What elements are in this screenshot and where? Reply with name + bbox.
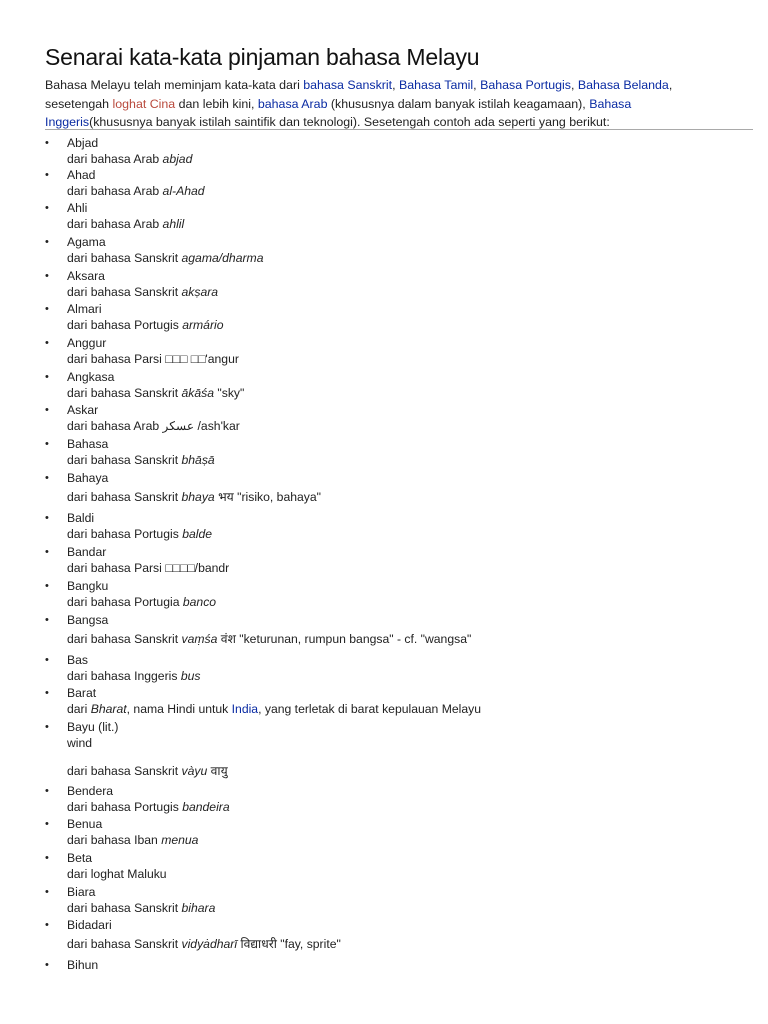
loanword-origin (67, 701, 481, 717)
intro-text: Bahasa Melayu telah meminjam kata-kata dari (45, 78, 304, 92)
loanword-origin (67, 418, 240, 434)
loanword-term: Bangku (67, 579, 109, 593)
origin-text: dari bahasa Sanskrit (67, 453, 182, 467)
loanword-origin (67, 385, 244, 401)
origin-text: dari bahasa Parsi (67, 352, 166, 366)
bullet-marker: • (45, 137, 49, 149)
intro-comma: , (473, 78, 481, 92)
loanword-origin (67, 526, 212, 542)
origin-text: dari bahasa Sanskrit (67, 764, 182, 778)
bullet-marker: • (45, 785, 49, 797)
origin-word: agama/dharma (181, 251, 264, 265)
loanword-origin (67, 351, 239, 367)
loanword-term: Anggur (67, 336, 107, 350)
origin-word: ahlil (162, 217, 185, 231)
loanword-term: Angkasa (67, 370, 115, 384)
origin-script: □□□ □□'angur (165, 352, 239, 366)
origin-text: dari bahasa Sanskrit (67, 490, 182, 504)
bullet-marker: • (45, 959, 49, 971)
origin-text: dari loghat Maluku (67, 867, 167, 881)
origin-word: bhāṣā (181, 453, 215, 467)
origin-gloss: वायु (207, 764, 228, 778)
loanword-origin (67, 183, 205, 199)
loanword-term: Ahli (67, 201, 88, 215)
origin-text: dari bahasa Portugia (67, 595, 183, 609)
intro-text: (khususnya banyak istilah saintifik dan teknologi). Sesetengah contoh ada seperti yang berikut: (89, 115, 610, 129)
loanword-origin (67, 594, 216, 610)
bullet-marker: • (45, 337, 49, 349)
origin-text: dari bahasa Arab (67, 184, 163, 198)
origin-text: dari bahasa Sanskrit (67, 901, 182, 915)
origin-word: menua (161, 833, 199, 847)
loanword-term: Barat (67, 686, 97, 700)
origin-text: dari bahasa Portugis (67, 318, 183, 332)
origin-text: dari (67, 702, 91, 716)
link-india[interactable]: India (231, 702, 259, 716)
loanword-origin (67, 452, 215, 468)
loanword-origin (67, 284, 218, 300)
bullet-marker: • (45, 886, 49, 898)
bullet-marker: • (45, 438, 49, 450)
bullet-marker: • (45, 512, 49, 524)
loanword-term: Biara (67, 885, 96, 899)
bullet-marker: • (45, 546, 49, 558)
origin-script: □□□□/bandr (165, 561, 230, 575)
origin-gloss: भय "risiko, bahaya" (214, 490, 321, 504)
origin-word: vaṃśa (181, 632, 218, 646)
loanword-term: Askar (67, 403, 99, 417)
origin-gloss: "sky" (214, 386, 245, 400)
link-bahasa-arab[interactable]: bahasa Arab (257, 96, 328, 111)
origin-word: al-Ahad (162, 184, 205, 198)
origin-text: dari bahasa Portugis (67, 527, 183, 541)
loanword-term: Bihun (67, 958, 99, 972)
bullet-marker: • (45, 818, 49, 830)
loanword-term: Bayu (lit.) (67, 720, 119, 734)
bullet-marker: • (45, 472, 49, 484)
origin-word: banco (182, 595, 217, 609)
loanword-term: Bandar (67, 545, 107, 559)
loanword-term: Baldi (67, 511, 95, 525)
link-bahasa-tamil[interactable]: Bahasa Tamil (399, 78, 474, 92)
loanword-gloss: wind (67, 736, 93, 750)
origin-word: Bharat (90, 702, 127, 716)
bullet-marker: • (45, 852, 49, 864)
loanword-term: Bangsa (67, 613, 109, 627)
loanword-origin (67, 763, 228, 779)
origin-text: dari bahasa Portugis (67, 800, 183, 814)
origin-text: dari bahasa Sanskrit (67, 937, 182, 951)
origin-word: bandeira (182, 800, 230, 814)
origin-gloss: विद्याधरी "fay, sprite" (237, 937, 341, 951)
origin-script: عسكر /ash'kar (162, 419, 240, 433)
bullet-marker: • (45, 919, 49, 931)
origin-word: vàyu (181, 764, 208, 778)
origin-word: armário (182, 318, 224, 332)
intro-comma: , (570, 78, 578, 92)
origin-text: dari bahasa Inggeris (67, 669, 181, 683)
origin-gloss: , yang terletak di barat kepulauan Melayu (258, 702, 481, 716)
origin-word: bhaya (181, 490, 215, 504)
loanword-origin (67, 668, 200, 684)
origin-text: dari bahasa Parsi (67, 561, 166, 575)
loanword-term: Bidadari (67, 918, 112, 932)
loanword-origin (67, 317, 224, 333)
intro-comma: , (392, 78, 400, 92)
bullet-marker: • (45, 614, 49, 626)
origin-gloss: वंश "keturunan, rumpun bangsa" - cf. "wangsa" (217, 632, 472, 646)
origin-word: balde (182, 527, 213, 541)
section-divider (45, 129, 753, 130)
origin-word: akṣara (181, 285, 219, 299)
loanword-term: Almari (67, 302, 102, 316)
loanword-term: Benua (67, 817, 103, 831)
loanword-term: Beta (67, 851, 93, 865)
bullet-marker: • (45, 169, 49, 181)
bullet-marker: • (45, 580, 49, 592)
bullet-marker: • (45, 202, 49, 214)
loanword-origin (67, 250, 263, 266)
link-loghat-cina[interactable]: loghat Cina (112, 96, 176, 111)
origin-text: dari bahasa Arab (67, 217, 163, 231)
origin-text: dari bahasa Arab (67, 152, 163, 166)
bullet-marker: • (45, 236, 49, 248)
page-title: Senarai kata-kata pinjaman bahasa Melayu (45, 44, 480, 70)
loanword-origin (67, 936, 341, 952)
loanword-origin (67, 866, 167, 882)
loanword-term: Bahaya (67, 471, 109, 485)
origin-word: bus (180, 669, 201, 683)
loanword-origin (67, 216, 184, 232)
bullet-marker: • (45, 654, 49, 666)
link-bahasa-inggeris[interactable]: Bahasa Inggeris (45, 96, 632, 129)
bullet-marker: • (45, 687, 49, 699)
link-bahasa-belanda[interactable]: Bahasa Belanda (577, 78, 669, 92)
intro-paragraph (45, 76, 725, 132)
origin-gloss: , nama Hindi untuk (126, 702, 232, 716)
origin-text: dari bahasa Sanskrit (67, 251, 182, 265)
bullet-marker: • (45, 721, 49, 733)
loanword-term: Abjad (67, 136, 99, 150)
origin-text: dari bahasa Iban (67, 833, 162, 847)
loanword-origin (67, 832, 198, 848)
loanword-origin (67, 560, 229, 576)
link-bahasa-sanskrit[interactable]: bahasa Sanskrit (303, 78, 393, 92)
bullet-marker: • (45, 404, 49, 416)
intro-text: dan lebih kini, (175, 96, 258, 111)
loanword-term: Bendera (67, 784, 114, 798)
origin-word: bihara (181, 901, 216, 915)
link-bahasa-portugis[interactable]: Bahasa Portugis (480, 78, 571, 92)
loanword-origin (67, 799, 230, 815)
loanword-term: Aksara (67, 269, 105, 283)
loanword-term: Agama (67, 235, 106, 249)
intro-text: , sesetengah (45, 78, 673, 111)
loanword-term: Ahad (67, 168, 96, 182)
origin-text: dari bahasa Sanskrit (67, 386, 182, 400)
bullet-marker: • (45, 303, 49, 315)
bullet-marker: • (45, 371, 49, 383)
origin-text: dari bahasa Sanskrit (67, 632, 182, 646)
origin-word: vidyȧdharī (181, 937, 238, 951)
intro-text: (khususnya dalam banyak istilah keagamaan), (327, 96, 590, 111)
loanword-origin (67, 489, 321, 505)
loanword-origin (67, 900, 215, 916)
origin-text: dari bahasa Sanskrit (67, 285, 182, 299)
origin-text: dari bahasa Arab (67, 419, 163, 433)
loanword-term: Bahasa (67, 437, 109, 451)
bullet-marker: • (45, 270, 49, 282)
loanword-origin (67, 151, 192, 167)
origin-word: abjad (162, 152, 193, 166)
origin-word: ākāśa (181, 386, 215, 400)
loanword-term: Bas (67, 653, 89, 667)
loanword-origin (67, 631, 471, 647)
